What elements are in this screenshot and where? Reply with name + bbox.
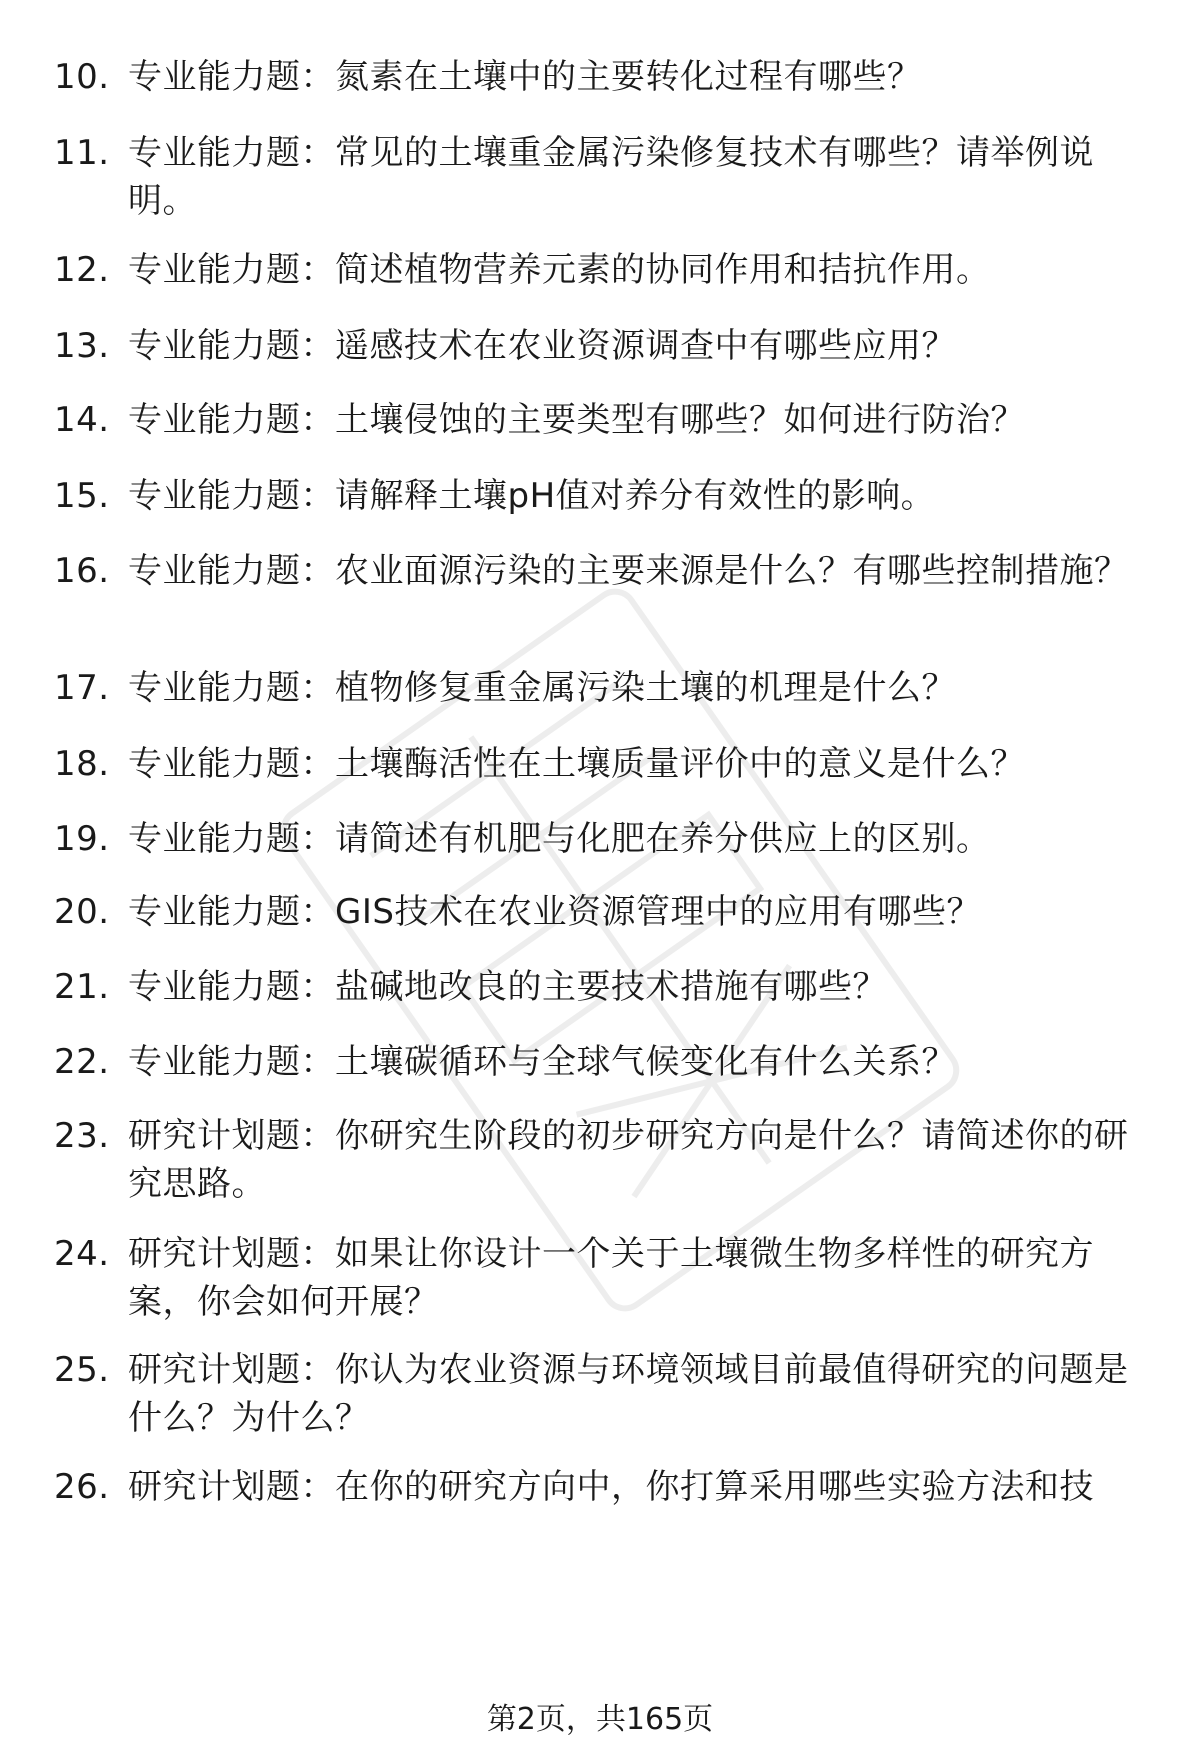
- question-number: 20.: [54, 892, 110, 932]
- question-number: 21.: [54, 967, 110, 1007]
- question-text: 专业能力题：氮素在土壤中的主要转化过程有哪些？: [128, 57, 922, 97]
- question-number: 26.: [54, 1467, 110, 1507]
- question-text: 专业能力题：遥感技术在农业资源调查中有哪些应用？: [128, 326, 956, 366]
- question-text: 专业能力题：植物修复重金属污染土壤的机理是什么？: [128, 668, 956, 708]
- question-text: 专业能力题：请解释土壤pH值对养分有效性的影响。: [128, 476, 936, 516]
- question-text: 专业能力题：简述植物营养元素的协同作用和拮抗作用。: [128, 250, 991, 290]
- question-text: 专业能力题：土壤酶活性在土壤质量评价中的意义是什么？: [128, 744, 1025, 784]
- question-text: 专业能力题：盐碱地改良的主要技术措施有哪些？: [128, 967, 887, 1007]
- question-number: 19.: [54, 819, 110, 859]
- question-text: 研究计划题：如果让你设计一个关于土壤微生物多样性的研究方案，你会如何开展？: [128, 1234, 1094, 1322]
- question-number: 15.: [54, 476, 110, 516]
- page-footer: 第2页，共165页: [486, 1702, 714, 1737]
- question-number: 10.: [54, 57, 110, 97]
- question-text: 研究计划题：你认为农业资源与环境领域目前最值得研究的问题是什么？为什么？: [128, 1350, 1129, 1438]
- question-text: 专业能力题：GIS技术在农业资源管理中的应用有哪些？: [128, 892, 981, 932]
- question-number: 13.: [54, 326, 110, 366]
- question-text: 专业能力题：农业面源污染的主要来源是什么？有哪些控制措施？: [128, 551, 1129, 591]
- question-text: 专业能力题：土壤侵蚀的主要类型有哪些？如何进行防治？: [128, 400, 1025, 440]
- question-number: 18.: [54, 744, 110, 784]
- question-text: 专业能力题：常见的土壤重金属污染修复技术有哪些？请举例说明。: [128, 133, 1094, 221]
- question-number: 16.: [54, 551, 110, 591]
- question-text: 专业能力题：请简述有机肥与化肥在养分供应上的区别。: [128, 819, 991, 859]
- question-number: 12.: [54, 250, 110, 290]
- question-number: 23.: [54, 1116, 110, 1156]
- question-number: 24.: [54, 1234, 110, 1274]
- question-number: 17.: [54, 668, 110, 708]
- question-text: 研究计划题：你研究生阶段的初步研究方向是什么？请简述你的研究思路。: [128, 1116, 1129, 1204]
- question-text: 研究计划题：在你的研究方向中，你打算采用哪些实验方法和技: [128, 1467, 1094, 1507]
- question-number: 11.: [54, 133, 110, 173]
- question-text: 专业能力题：土壤碳循环与全球气候变化有什么关系？: [128, 1042, 956, 1082]
- question-number: 25.: [54, 1350, 110, 1390]
- question-number: 14.: [54, 400, 110, 440]
- question-number: 22.: [54, 1042, 110, 1082]
